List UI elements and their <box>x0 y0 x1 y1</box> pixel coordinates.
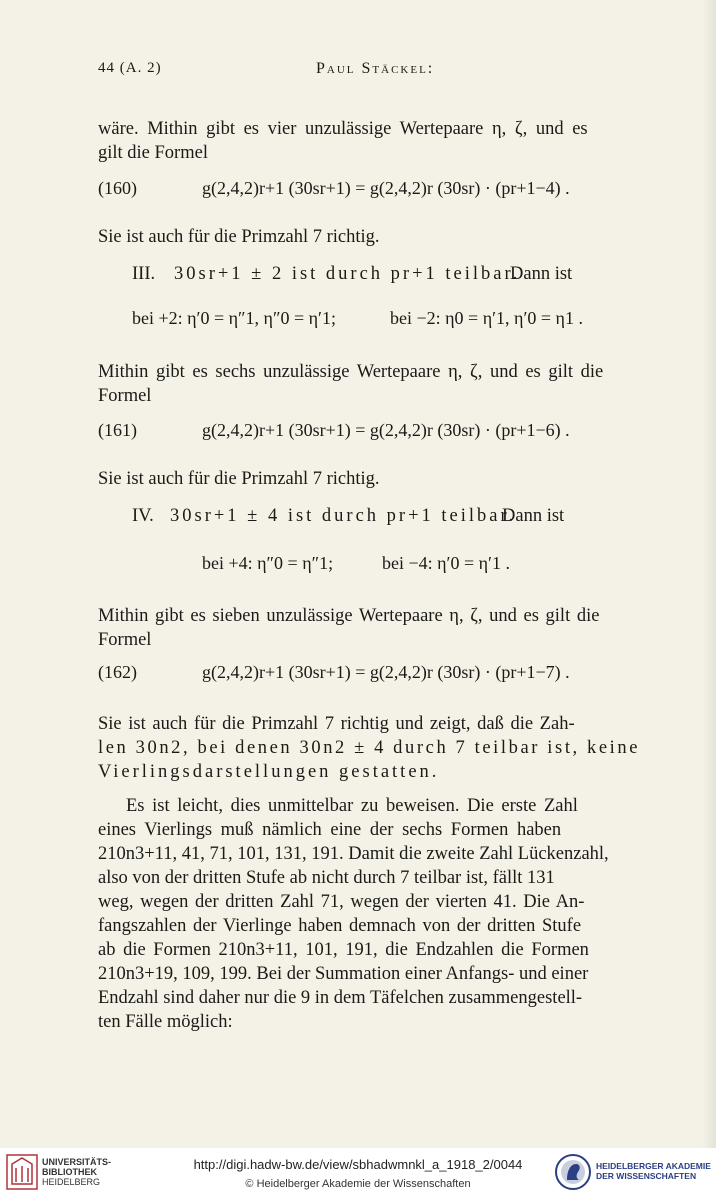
academy-line2: DER WISSENSCHAFTEN <box>596 1171 697 1181</box>
para4-line1: Sie ist auch für die Primzahl 7 richtig und zeigt, daß die Zah- <box>98 714 575 734</box>
para5-line2: eines Vierlings muß nämlich eine der sechs Formen haben <box>98 820 562 840</box>
equation-number-162: (162) <box>98 662 137 682</box>
equation-161: g(2,4,2)r+1 (30sr+1) = g(2,4,2)r (30sr) · (pr+1−6) . <box>202 420 570 440</box>
para5-line4: also von der dritten Stufe ab nicht durch 7 teilbar ist, fällt 131 <box>98 868 555 888</box>
case-III-bei-minus: bei −2: η0 = η′1, η′0 = η1 . <box>390 308 583 328</box>
para5-line7: ab die Formen 210n3+11, 101, 191, die Endzahlen die Formen <box>98 940 589 960</box>
para3-line1: Mithin gibt es sieben unzulässige Wertepaare η, ζ, und es gilt die <box>98 606 600 626</box>
copyright-notice: © Heidelberger Akademie der Wissenschaften <box>245 1178 471 1190</box>
para5-line6: fangszahlen der Vierlinge haben demnach von der dritten Stufe <box>98 916 582 936</box>
academy-line1: HEIDELBERGER AKADEMIE <box>596 1161 711 1171</box>
sentence-valid-prime-7-b: Sie ist auch für die Primzahl 7 richtig. <box>98 469 380 489</box>
case-IV-label: IV. <box>132 506 154 526</box>
uni-line2: BIBLIOTHEK <box>42 1167 97 1177</box>
case-III-label: III. <box>132 264 156 284</box>
equation-162: g(2,4,2)r+1 (30sr+1) = g(2,4,2)r (30sr) · (pr+1−7) . <box>202 662 570 682</box>
uni-line3: HEIDELBERG <box>42 1177 101 1187</box>
para5-line10: ten Fälle möglich: <box>98 1012 233 1032</box>
para1-line2: gilt die Formel <box>98 143 208 163</box>
case-IV-bei-minus: bei −4: η′0 = η′1 . <box>382 553 510 573</box>
para4-line2: len 30n2, bei denen 30n2 ± 4 durch 7 teilbar ist, keine <box>98 738 641 758</box>
case-III-bei-plus: bei +2: η′0 = η″1, η″0 = η′1; <box>132 308 336 328</box>
permalink-url[interactable]: http://digi.hadw-bw.de/view/sbhadwmnkl_a_1918_2/0044 <box>193 1157 523 1172</box>
case-IV-tail: Dann ist <box>502 506 565 526</box>
para3-line2: Formel <box>98 630 152 650</box>
equation-160: g(2,4,2)r+1 (30sr+1) = g(2,4,2)r (30sr) · (pr+1−4) . <box>202 178 570 198</box>
equation-number-160: (160) <box>98 178 137 198</box>
equation-number-161: (161) <box>98 420 137 440</box>
para2-line2: Formel <box>98 386 152 406</box>
para2-line1: Mithin gibt es sechs unzulässige Wertepaare η, ζ, und es gilt die <box>98 362 604 382</box>
case-III-tail: Dann ist <box>510 264 573 284</box>
para1-line1: wäre. Mithin gibt es vier unzulässige Wertepaare η, ζ, und es <box>98 119 588 139</box>
para5-line8: 210n3+19, 109, 199. Bei der Summation einer Anfangs- und einer <box>98 964 589 984</box>
para5-line5: weg, wegen der dritten Zahl 71, wegen der vierten 41. Die An- <box>98 892 585 912</box>
academy-seal-icon <box>554 1152 592 1192</box>
case-IV-statement: 30sr+1 ± 4 ist durch pr+1 teilbar. <box>170 506 517 526</box>
para4-line3: Vierlingsdarstellungen gestatten. <box>98 762 440 782</box>
page-reference: 44 (A. 2) <box>98 60 162 76</box>
case-III-statement: 30sr+1 ± 2 ist durch pr+1 teilbar. <box>174 264 521 284</box>
case-IV-bei-plus: bei +4: η″0 = η″1; <box>202 553 334 573</box>
digitization-footer <box>0 1148 716 1197</box>
uni-line1: UNIVERSITÄTS- <box>42 1157 112 1167</box>
sentence-valid-prime-7-a: Sie ist auch für die Primzahl 7 richtig. <box>98 227 380 247</box>
para5-line3: 210n3+11, 41, 71, 101, 131, 191. Damit die zweite Zahl Lückenzahl, <box>98 844 609 864</box>
running-head-author: Paul Stäckel: <box>316 60 435 77</box>
para5-line9: Endzahl sind daher nur die 9 in dem Täfelchen zusammengestell- <box>98 988 583 1008</box>
academy-name <box>596 1161 711 1181</box>
para5-line1: Es ist leicht, dies unmittelbar zu beweisen. Die erste Zahl <box>126 796 578 816</box>
